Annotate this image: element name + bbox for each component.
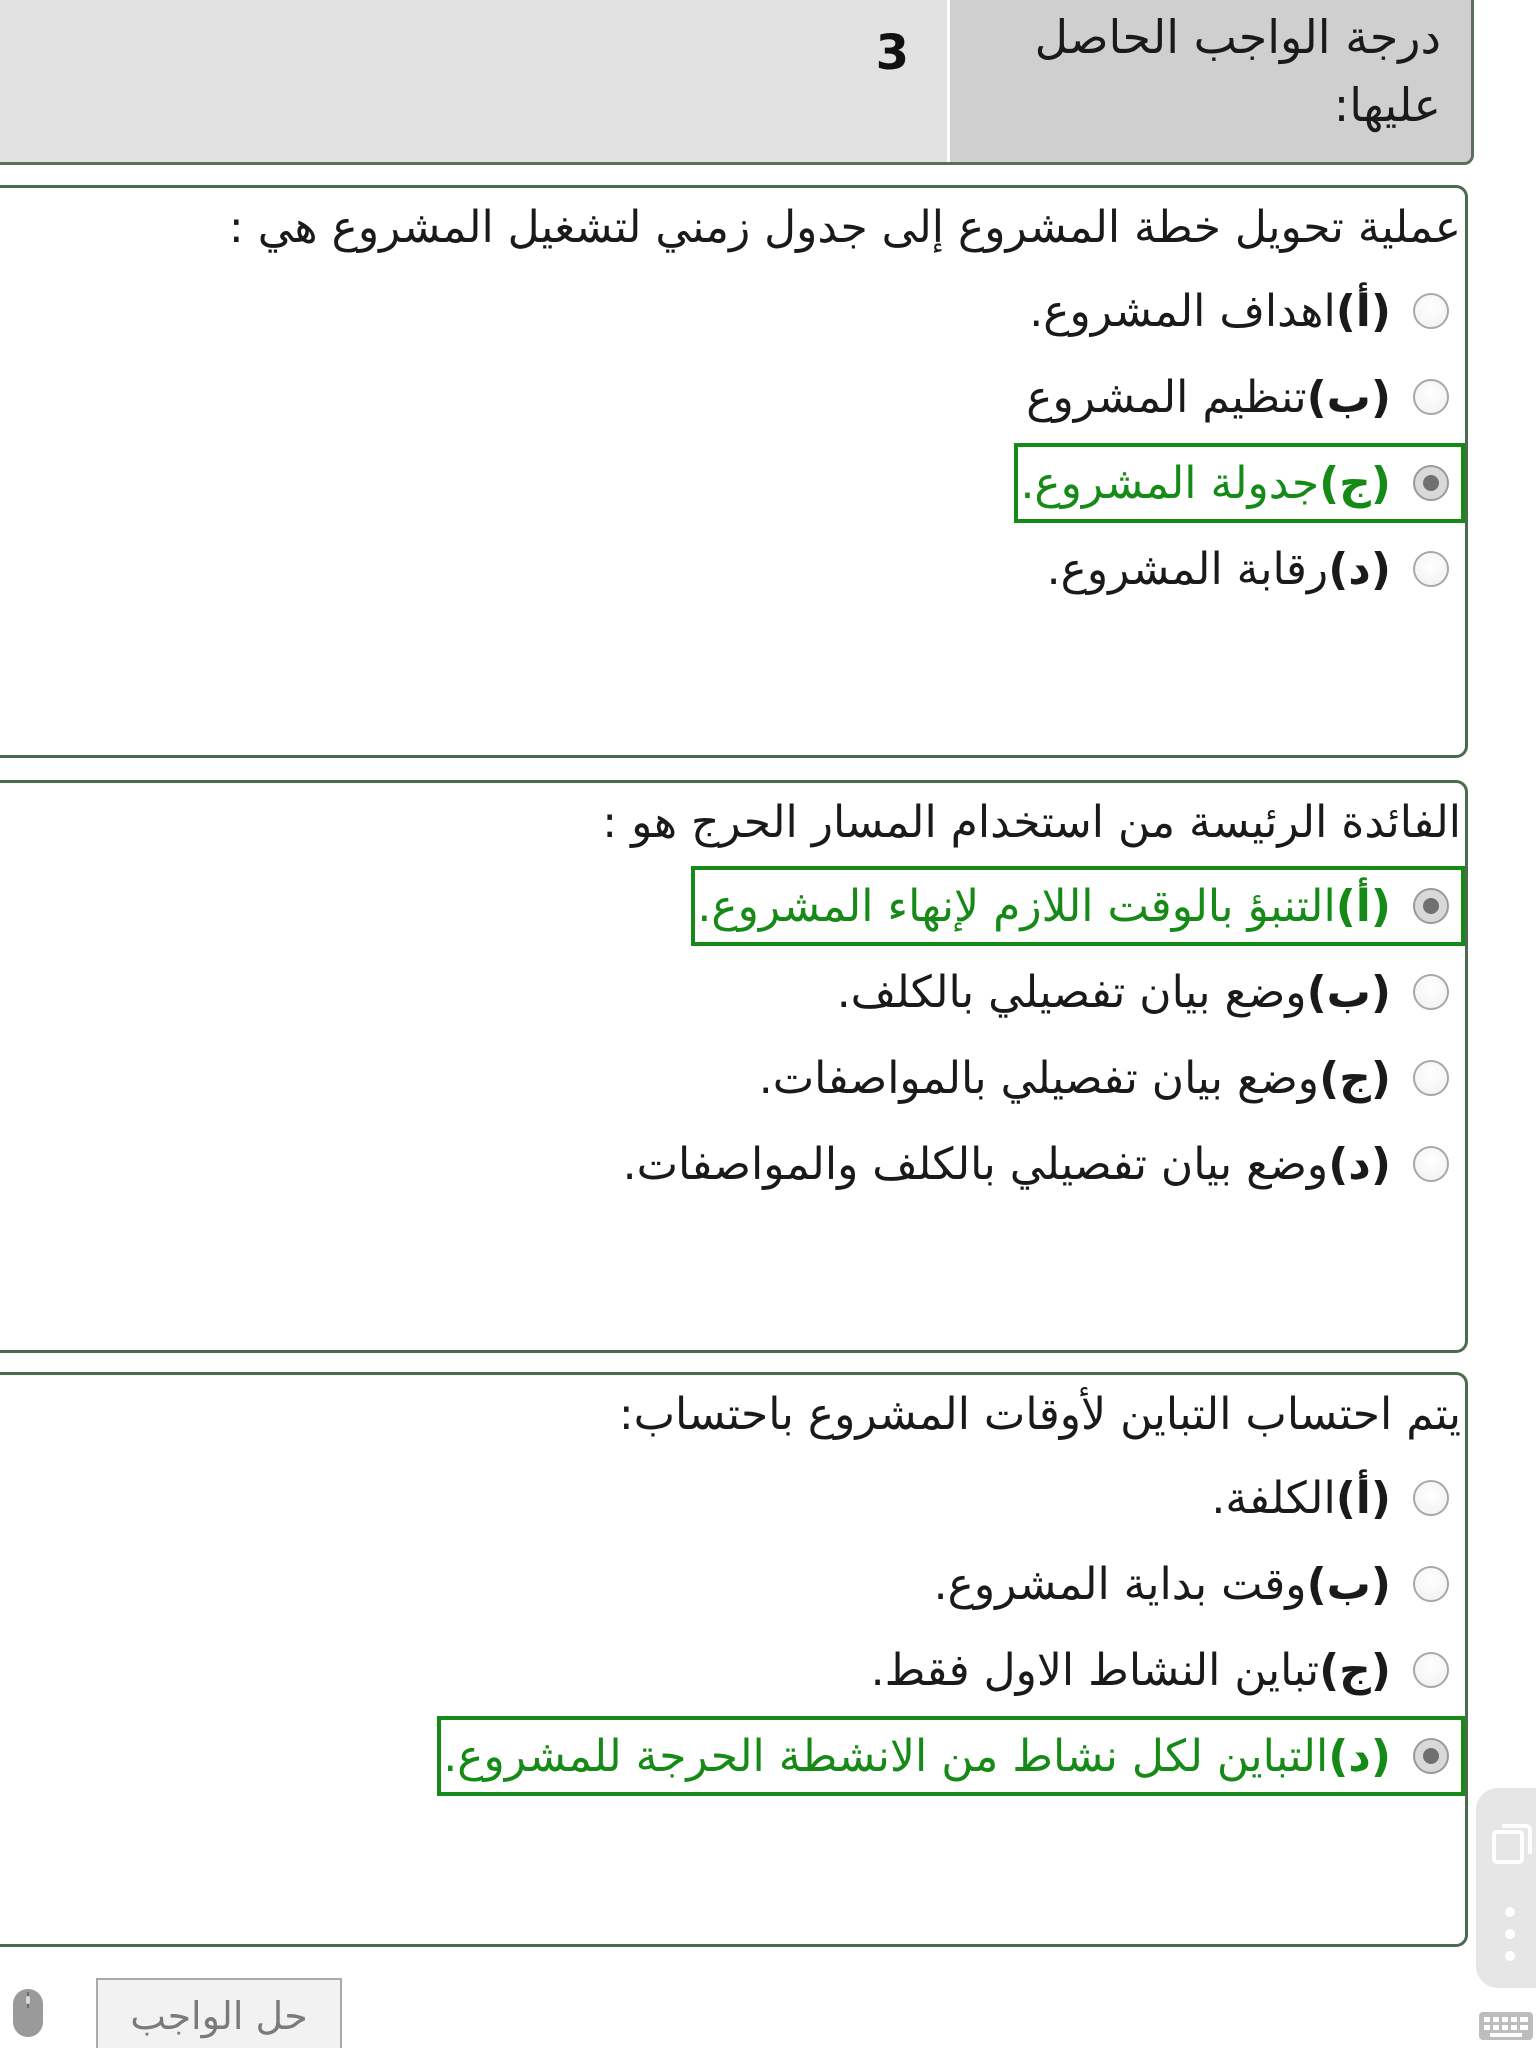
option-b[interactable]: [0, 354, 1465, 440]
radio-button[interactable]: [1413, 974, 1449, 1010]
correct-answer-highlight[interactable]: [1014, 443, 1465, 523]
option-text: التباين لكل نشاط من الانشطة الحرجة للمشروع.: [443, 1730, 1329, 1782]
option-label[interactable]: [831, 952, 1465, 1032]
option-text: رقابة المشروع.: [1046, 543, 1329, 595]
score-label: درجة الواجب الحاصل عليها:: [947, 0, 1471, 162]
option-text: وضع بيان تفصيلي بالكلف والمواصفات.: [622, 1138, 1329, 1190]
radio-button[interactable]: [1413, 1480, 1449, 1516]
floating-side-panel[interactable]: [1476, 1788, 1536, 1988]
question-text: يتم احتساب التباين لأوقات المشروع باحتساب:: [618, 1389, 1461, 1440]
keyboard-icon[interactable]: [1478, 2008, 1534, 2044]
radio-button[interactable]: [1413, 1566, 1449, 1602]
option-label[interactable]: [1023, 271, 1465, 351]
option-letter: (ب): [1306, 966, 1391, 1018]
option-label[interactable]: [928, 1544, 1465, 1624]
score-value: 3: [875, 25, 909, 81]
more-vertical-icon[interactable]: [1502, 1904, 1518, 1964]
option-a[interactable]: [0, 1455, 1465, 1541]
option-letter: (ب): [1306, 371, 1391, 423]
option-letter: (ج): [1319, 1052, 1391, 1104]
radio-button[interactable]: [1413, 379, 1449, 415]
windows-icon[interactable]: [1492, 1822, 1532, 1866]
option-label[interactable]: [617, 1124, 1465, 1204]
option-letter: (ب): [1306, 1558, 1391, 1610]
option-a[interactable]: [0, 268, 1465, 354]
submit-homework-button[interactable]: حل الواجب: [96, 1978, 342, 2048]
option-text: التنبؤ بالوقت اللازم لإنهاء المشروع.: [697, 880, 1336, 932]
option-b[interactable]: [0, 1541, 1465, 1627]
mouse-icon: [12, 1988, 44, 2038]
option-d[interactable]: [0, 526, 1465, 612]
correct-answer-highlight[interactable]: [437, 1716, 1465, 1796]
option-b[interactable]: [0, 949, 1465, 1035]
score-box: [0, 0, 1474, 165]
option-c[interactable]: [0, 440, 1465, 526]
question-1: [0, 185, 1468, 758]
option-letter: (د): [1328, 1138, 1391, 1190]
option-d[interactable]: [0, 1713, 1465, 1799]
option-c[interactable]: [0, 1627, 1465, 1713]
question-2: [0, 780, 1468, 1353]
option-text: وقت بداية المشروع.: [933, 1558, 1307, 1610]
option-letter: (أ): [1335, 880, 1391, 932]
option-label[interactable]: [865, 1630, 1465, 1710]
option-d[interactable]: [0, 1121, 1465, 1207]
option-c[interactable]: [0, 1035, 1465, 1121]
option-text: جدولة المشروع.: [1020, 457, 1320, 509]
option-label[interactable]: [1205, 1458, 1465, 1538]
option-label[interactable]: [753, 1038, 1465, 1118]
option-letter: (أ): [1335, 285, 1391, 337]
option-label[interactable]: [1020, 357, 1465, 437]
question-text: الفائدة الرئيسة من استخدام المسار الحرج هو :: [602, 797, 1461, 848]
correct-answer-highlight[interactable]: [691, 866, 1465, 946]
radio-button[interactable]: [1413, 293, 1449, 329]
question-3: [0, 1372, 1468, 1947]
radio-button[interactable]: [1413, 1652, 1449, 1688]
option-letter: (ج): [1319, 457, 1391, 509]
option-text: وضع بيان تفصيلي بالكلف.: [836, 966, 1307, 1018]
radio-button-selected[interactable]: [1413, 1738, 1449, 1774]
radio-button[interactable]: [1413, 551, 1449, 587]
radio-button-selected[interactable]: [1413, 465, 1449, 501]
option-letter: (ج): [1319, 1644, 1391, 1696]
radio-button-selected[interactable]: [1413, 888, 1449, 924]
option-label[interactable]: [1041, 529, 1465, 609]
option-letter: (د): [1328, 1730, 1391, 1782]
option-text: الكلفة.: [1211, 1472, 1336, 1524]
option-a[interactable]: [0, 863, 1465, 949]
radio-button[interactable]: [1413, 1060, 1449, 1096]
option-text: تنظيم المشروع: [1026, 371, 1307, 423]
option-letter: (د): [1328, 543, 1391, 595]
option-text: اهداف المشروع.: [1029, 285, 1336, 337]
option-text: تباين النشاط الاول فقط.: [870, 1644, 1320, 1696]
radio-button[interactable]: [1413, 1146, 1449, 1182]
option-letter: (أ): [1335, 1472, 1391, 1524]
option-text: وضع بيان تفصيلي بالمواصفات.: [758, 1052, 1320, 1104]
question-text: عملية تحويل خطة المشروع إلى جدول زمني لتشغيل المشروع هي :: [228, 202, 1461, 253]
